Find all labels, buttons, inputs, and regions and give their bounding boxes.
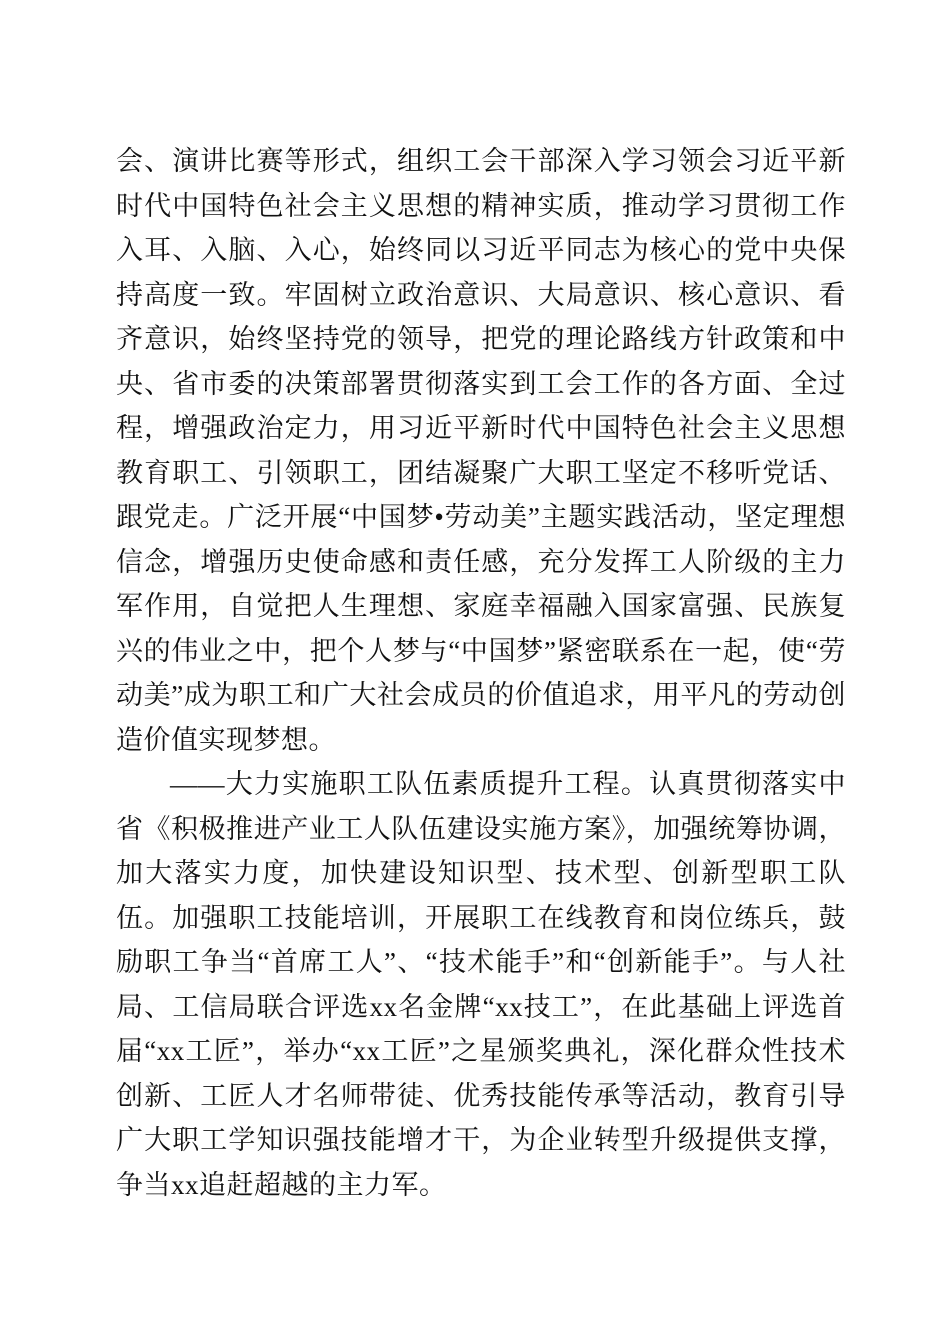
- paragraph-worker-quality-project: ——大力实施职工队伍素质提升工程。认真贯彻落实中省《积极推进产业工人队伍建设实施方案》，加强统筹协调，加大落实力度，加快建设知识型、技术型、创新型职工队伍。加强职工技能培训，开展职工在线教育和岗位练兵，鼓励职工争当“首席工人”、“技术能手”和“创新能手”。与人社局、工信局联合评选xx名金牌“xx技工”，在此基础上评选首届“xx工匠”，举办“xx工匠”之星颁奖典礼，深化群众性技术创新、工匠人才名师带徒、优秀技能传承等活动，教育引导广大职工学知识强技能增才干，为企业转型升级提供支撑，争当xx追赶超越的主力军。: [116, 769, 846, 1200]
- document-body: [116, 139, 846, 1207]
- paragraph-continuation: 会、演讲比赛等形式，组织工会干部深入学习领会习近平新时代中国特色社会主义思想的精神实质，推动学习贯彻工作入耳、入脑、入心，始终同以习近平同志为核心的党中央保持高度一致。牢固树立政治意识、大局意识、核心意识、看齐意识，始终坚持党的领导，把党的理论路线方针政策和中央、省市委的决策部署贯彻落实到工会工作的各方面、全过程，增强政治定力，用习近平新时代中国特色社会主义思想教育职工、引领职工，团结凝聚广大职工坚定不移听党话、跟党走。广泛开展“中国梦•劳动美”主题实践活动，坚定理想信念，增强历史使命感和责任感，充分发挥工人阶级的主力军作用，自觉把人生理想、家庭幸福融入国家富强、民族复兴的伟业之中，把个人梦与“中国梦”紧密联系在一起，使“劳动美”成为职工和广大社会成员的价值追求，用平凡的劳动创造价值实现梦想。: [116, 146, 846, 755]
